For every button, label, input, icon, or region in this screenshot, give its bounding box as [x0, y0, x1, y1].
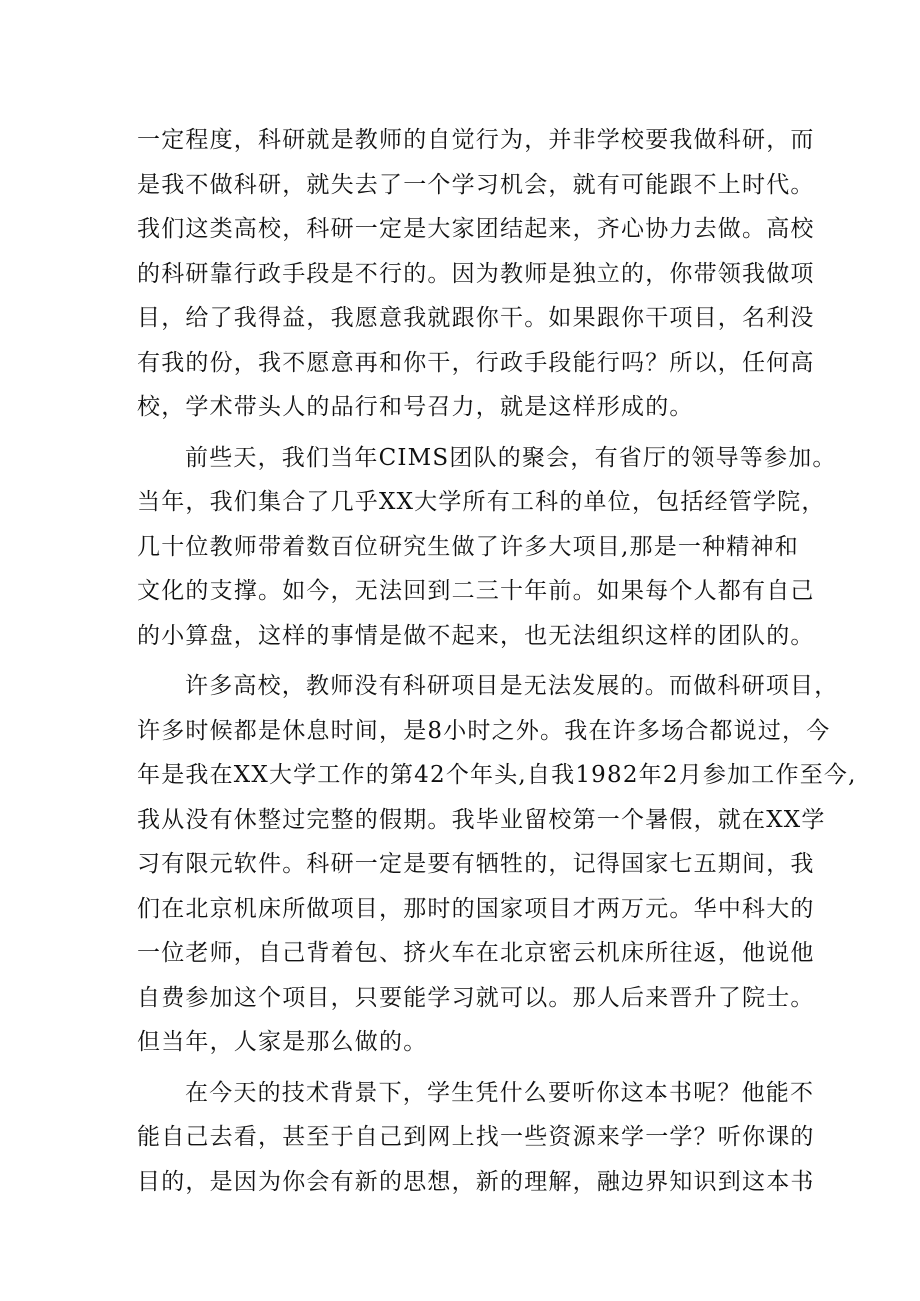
text-line: 有我的份，我不愿意再和你干，行政手段能行吗？所以，任何高 [137, 349, 815, 376]
text-line: 是我不做科研，就失去了一个学习机会，就有可能跟不上时代。 [137, 171, 815, 198]
text-line: 我们这类高校，科研一定是大家团结起来，齐心协力去做。高校 [137, 216, 815, 242]
text-line: 习有限元软件。科研一定是要有牺牲的，记得国家七五期间，我 [137, 851, 815, 877]
text-line: 目，给了我得益，我愿意我就跟你干。如果跟你干项目，名利没 [137, 305, 815, 331]
body-text [137, 118, 857, 1204]
text-line: 校，学术带头人的品行和号召力，就是这样形成的。 [137, 394, 694, 420]
text-line: 许多高校，教师没有科研项目是无法发展的。而做科研项目， [185, 673, 839, 699]
text-line: 当年，我们集合了几乎XX大学所有工科的单位，包括经管学院， [137, 489, 826, 515]
text-line: 一定程度，科研就是教师的自觉行为，并非学校要我做科研，而 [137, 127, 815, 153]
text-line: 几十位教师带着数百位研究生做了许多大项目,那是一种精神和 [137, 533, 799, 560]
text-line: 在今天的技术背景下，学生凭什么要听你这本书呢？他能不 [185, 1079, 815, 1106]
paragraph [137, 1071, 815, 1205]
text-line: 们在北京机床所做项目，那时的国家项目才两万元。华中科大的 [137, 895, 815, 922]
text-line: 前些天，我们当年CIMS团队的聚会，有省厅的领导等参加。 [185, 444, 837, 471]
text-line: 目的，是因为你会有新的思想，新的理解，融边界知识到这本书 [137, 1168, 815, 1195]
text-line: 的科研靠行政手段是不行的。因为教师是独立的，你带领我做项 [137, 260, 815, 287]
paragraph [137, 436, 837, 659]
text-line: 自费参加这个项目，只要能学习就可以。那人后来晋升了院士。 [137, 984, 815, 1011]
text-line: 我从没有休整过完整的假期。我毕业留校第一个暑假，就在XX学 [137, 806, 826, 833]
paragraph [137, 664, 857, 1065]
text-line: 的小算盘，这样的事情是做不起来，也无法组织这样的团队的。 [137, 622, 815, 649]
text-line: 一位老师，自己背着包、挤火车在北京密云机床所往返，他说他 [137, 940, 815, 966]
text-line: 年是我在XX大学工作的第42个年头,自我1982年2月参加工作至今, [137, 762, 857, 788]
text-line: 许多时候都是休息时间，是8小时之外。我在许多场合都说过，今 [137, 717, 831, 744]
paragraph [137, 118, 815, 430]
text-line: 但当年，人家是那么做的。 [137, 1029, 428, 1055]
text-line: 文化的支撑。如今，无法回到二三十年前。如果每个人都有自己 [137, 578, 815, 604]
text-line: 能自己去看，甚至于自己到网上找一些资源来学一学？听你课的 [137, 1124, 815, 1150]
